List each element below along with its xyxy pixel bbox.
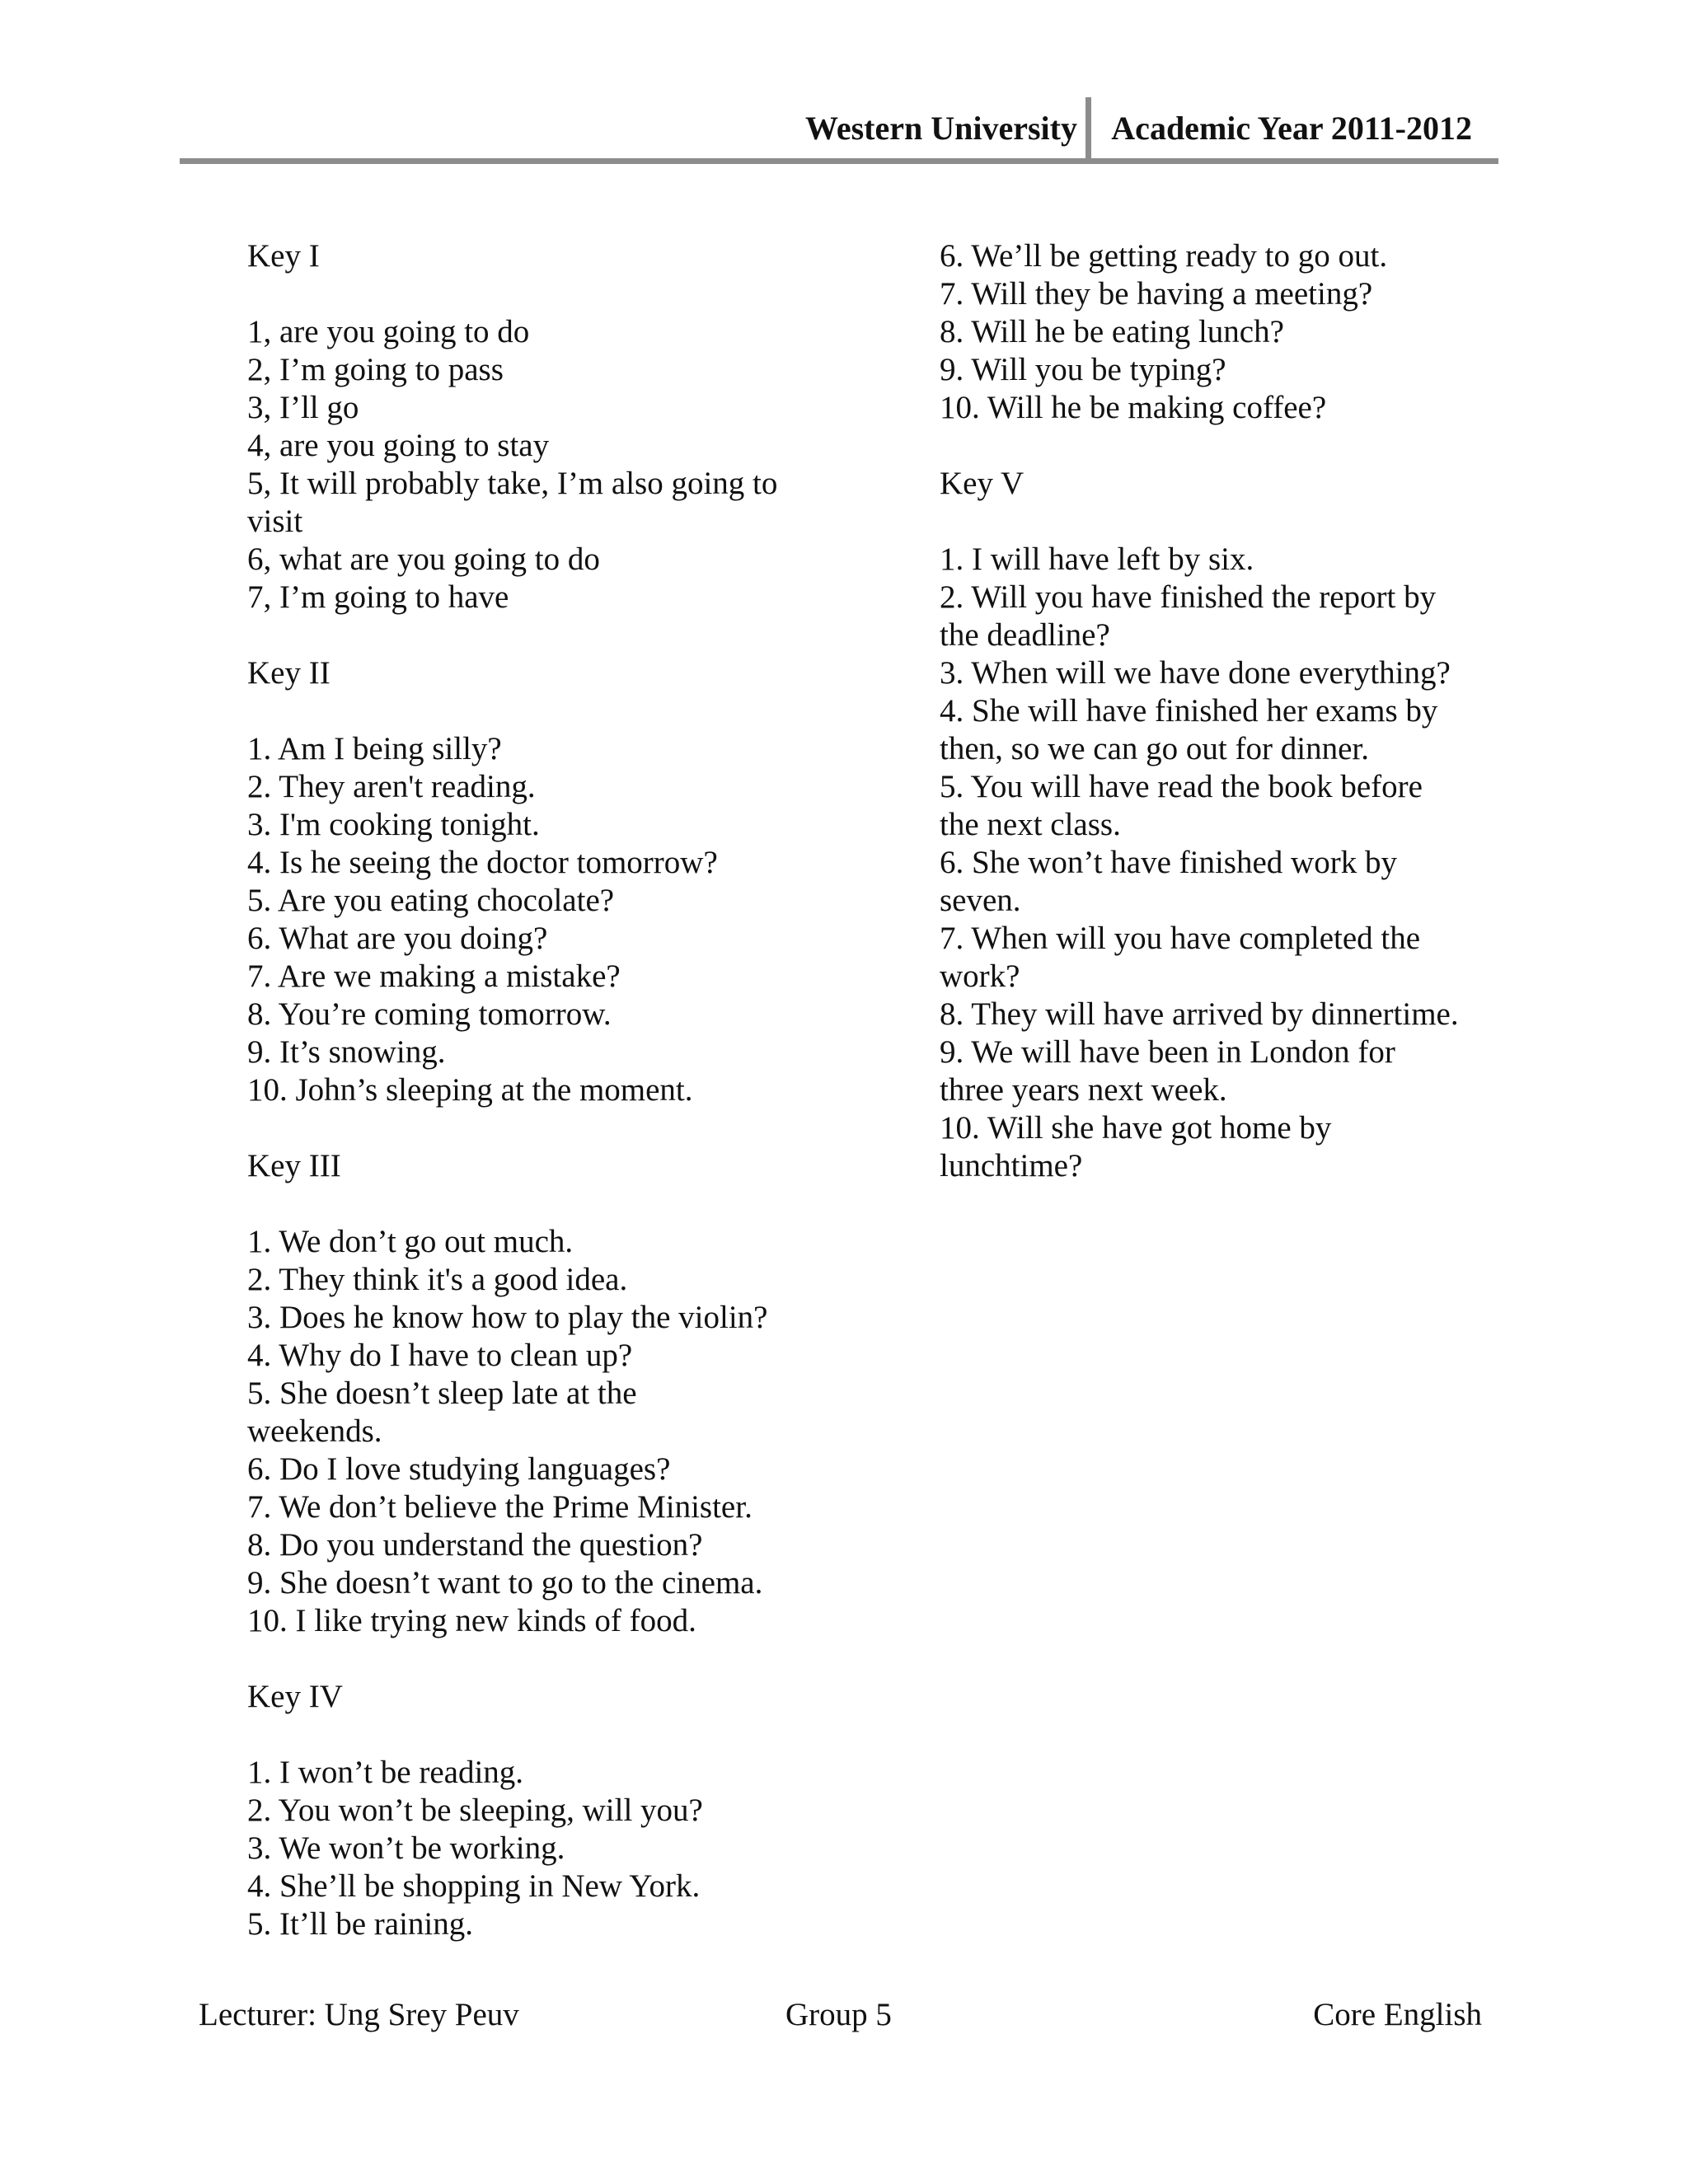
spacer (940, 427, 1500, 465)
answer-line: 3, I’ll go (247, 390, 359, 425)
answer-line: 8. You’re coming tomorrow. (247, 996, 612, 1032)
answer-line: 1. Am I being silly? (247, 731, 502, 766)
answer-line: 9. It’s snowing. (247, 1034, 446, 1070)
answer-line: 10. Will she have got home by (940, 1110, 1332, 1146)
answer-line: 2. They aren't reading. (247, 769, 536, 804)
answer-line: 5. Are you eating chocolate? (247, 883, 615, 918)
answer-line: work? (940, 958, 1020, 994)
answer-line: 4. She will have finished her exams by (940, 693, 1438, 729)
answer-line: 6. Do I love studying languages? (247, 1451, 671, 1487)
answer-line: 9. She doesn’t want to go to the cinema. (247, 1565, 763, 1601)
answer-line: the next class. (940, 807, 1121, 842)
answer-line: 6. She won’t have finished work by (940, 845, 1397, 880)
answer-line: 5. You will have read the book before (940, 769, 1423, 804)
answer-line: 7, I’m going to have (247, 579, 509, 615)
page-header (180, 97, 1498, 163)
spacer (247, 275, 824, 313)
answer-line: 6. What are you doing? (247, 921, 548, 956)
answer-line: visit (247, 504, 303, 539)
answer-line: 10. John’s sleeping at the moment. (247, 1072, 693, 1108)
spacer (247, 616, 824, 654)
right-column (940, 237, 1500, 1185)
answer-line: 10. Will he be making coffee? (940, 390, 1327, 425)
answer-key-heading: Key V (940, 466, 1025, 501)
answer-key-heading: Key I (247, 238, 320, 274)
answer-key-heading: Key IV (247, 1679, 343, 1714)
answer-line: 8. Will he be eating lunch? (940, 314, 1284, 349)
answer-line: 5. It’ll be raining. (247, 1906, 474, 1942)
answer-line: 6, what are you going to do (247, 541, 600, 577)
answer-line: then, so we can go out for dinner. (940, 731, 1369, 766)
answer-line: 9. We will have been in London for (940, 1034, 1395, 1070)
answer-line: 4. Is he seeing the doctor tomorrow? (247, 845, 718, 880)
answer-line: 2. Will you have finished the report by (940, 579, 1437, 615)
answer-line: 7. When will you have completed the (940, 921, 1421, 956)
answer-line: 5. She doesn’t sleep late at the (247, 1376, 637, 1411)
footer-course: Core English (1313, 1997, 1482, 2032)
spacer (940, 503, 1500, 541)
left-column (247, 237, 824, 1943)
university-name: Western University (805, 110, 1077, 147)
footer-lecturer: Lecturer: Ung Srey Peuv (199, 1997, 519, 2032)
answer-line: 3. Does he know how to play the violin? (247, 1300, 768, 1335)
answer-line: 1. I will have left by six. (940, 541, 1254, 577)
answer-line: 1. We don’t go out much. (247, 1224, 574, 1259)
answer-line: 1, are you going to do (247, 314, 530, 349)
academic-year: Academic Year 2011-2012 (1111, 110, 1472, 147)
answer-line: 2. You won’t be sleeping, will you? (247, 1793, 703, 1828)
answer-line: 7. We don’t believe the Prime Minister. (247, 1489, 753, 1525)
footer-group: Group 5 (785, 1997, 892, 2032)
answer-line: 3. We won’t be working. (247, 1830, 565, 1866)
answer-line: weekends. (247, 1413, 382, 1449)
answer-line: seven. (940, 883, 1021, 918)
answer-line: 4. Why do I have to clean up? (247, 1338, 633, 1373)
answer-line: 2. They think it's a good idea. (247, 1262, 628, 1297)
answer-key-heading: Key II (247, 655, 331, 691)
answer-line: 6. We’ll be getting ready to go out. (940, 238, 1388, 274)
answer-line: the deadline? (940, 617, 1110, 653)
answer-line: 4. She’ll be shopping in New York. (247, 1868, 701, 1904)
answer-line: 3. When will we have done everything? (940, 655, 1451, 691)
answer-line: 8. They will have arrived by dinnertime. (940, 996, 1459, 1032)
answer-line: 9. Will you be typing? (940, 352, 1226, 387)
answer-line: 4, are you going to stay (247, 428, 550, 463)
answer-line: 5, It will probably take, I’m also going to (247, 466, 778, 501)
answer-line: three years next week. (940, 1072, 1227, 1108)
answer-line: 7. Will they be having a meeting? (940, 276, 1373, 312)
spacer (247, 1640, 824, 1678)
answer-line: 1. I won’t be reading. (247, 1755, 524, 1790)
answer-key-heading: Key III (247, 1148, 341, 1183)
answer-line: 8. Do you understand the question? (247, 1527, 703, 1563)
header-divider (1085, 97, 1091, 160)
spacer (247, 1716, 824, 1754)
answer-line: 3. I'm cooking tonight. (247, 807, 540, 842)
answer-line: lunchtime? (940, 1148, 1083, 1183)
spacer (247, 692, 824, 730)
answer-line: 10. I like trying new kinds of food. (247, 1603, 696, 1638)
spacer (247, 1109, 824, 1147)
answer-line: 2, I’m going to pass (247, 352, 504, 387)
header-rule (180, 158, 1498, 164)
answer-line: 7. Are we making a mistake? (247, 958, 621, 994)
spacer (247, 1185, 824, 1223)
